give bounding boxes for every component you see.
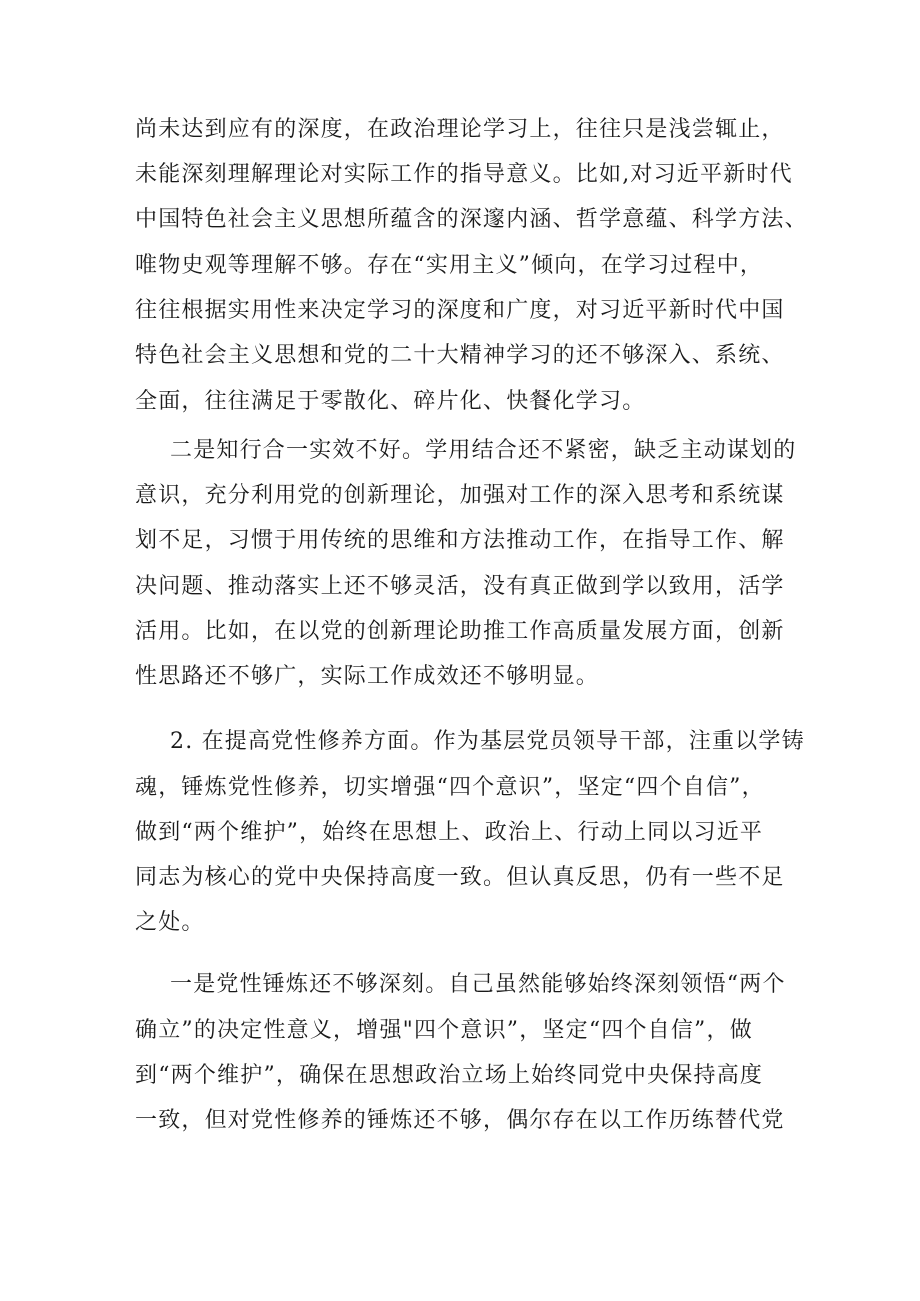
text-line: 魂，锤炼党性修养，切实增强“四个意识”，坚定“四个自信”，	[135, 775, 765, 800]
text-line: 做到“两个维护”，始终在思想上、政治上、行动上同以习近平	[135, 820, 764, 845]
text-line: 全面，往往满足于零散化、碎片化、快餐化学习。	[135, 389, 646, 414]
text-line: 中国特色社会主义思想所蕴含的深邃内涵、哲学意蕴、科学方法、	[135, 207, 808, 232]
text-line: 尚未达到应有的深度，在政治理论学习上，往往只是浅尝辄止，	[135, 117, 785, 142]
text-line: 确立”的决定性意义，增强"四个意识”，坚定“四个自信”，做	[135, 1018, 753, 1043]
text-line: 意识，充分利用党的创新理论，加强对工作的深入思考和系统谋	[135, 483, 785, 508]
text-line: 划不足，习惯于用传统的思维和方法推动工作，在指导工作、解	[135, 528, 785, 553]
text-line: 之处。	[135, 910, 205, 935]
paragraph-first-line: 一是党性锤炼还不够深刻。自己虽然能够始终深刻领悟“两个	[170, 972, 786, 997]
text-line: 同志为核心的党中央保持高度一致。但认真反思，仍有一些不足	[135, 865, 785, 890]
text-line: 活用。比如，在以党的创新理论助推工作高质量发展方面，创新	[135, 619, 785, 644]
text-line: 唯物史观等理解不够。存在“实用主义”倾向，在学习过程中，	[135, 253, 764, 278]
text-line: 到“两个维护”，确保在思想政治立场上始终同党中央保持高度	[135, 1063, 764, 1088]
section-heading-line: 2. 在提高党性修养方面。作为基层党员领导干部，注重以学铸	[170, 729, 805, 754]
text-line: 性思路还不够广，实际工作成效还不够明显。	[135, 664, 600, 689]
text-line: 一致，但对党性修养的锤炼还不够，偶尔存在以工作历练替代党	[135, 1108, 785, 1133]
paragraph-first-line: 二是知行合一实效不好。学用结合还不紧密，缺乏主动谋划的	[170, 438, 797, 463]
text-line: 特色社会主义思想和党的二十大精神学习的还不够深入、系统、	[135, 343, 785, 368]
text-line: 决问题、推动落实上还不够灵活，没有真正做到学以致用，活学	[135, 574, 785, 599]
text-line: 往往根据实用性来决定学习的深度和广度，对习近平新时代中国	[135, 298, 785, 323]
text-line: 未能深刻理解理论对实际工作的指导意义。比如,对习近平新时代	[135, 162, 793, 187]
